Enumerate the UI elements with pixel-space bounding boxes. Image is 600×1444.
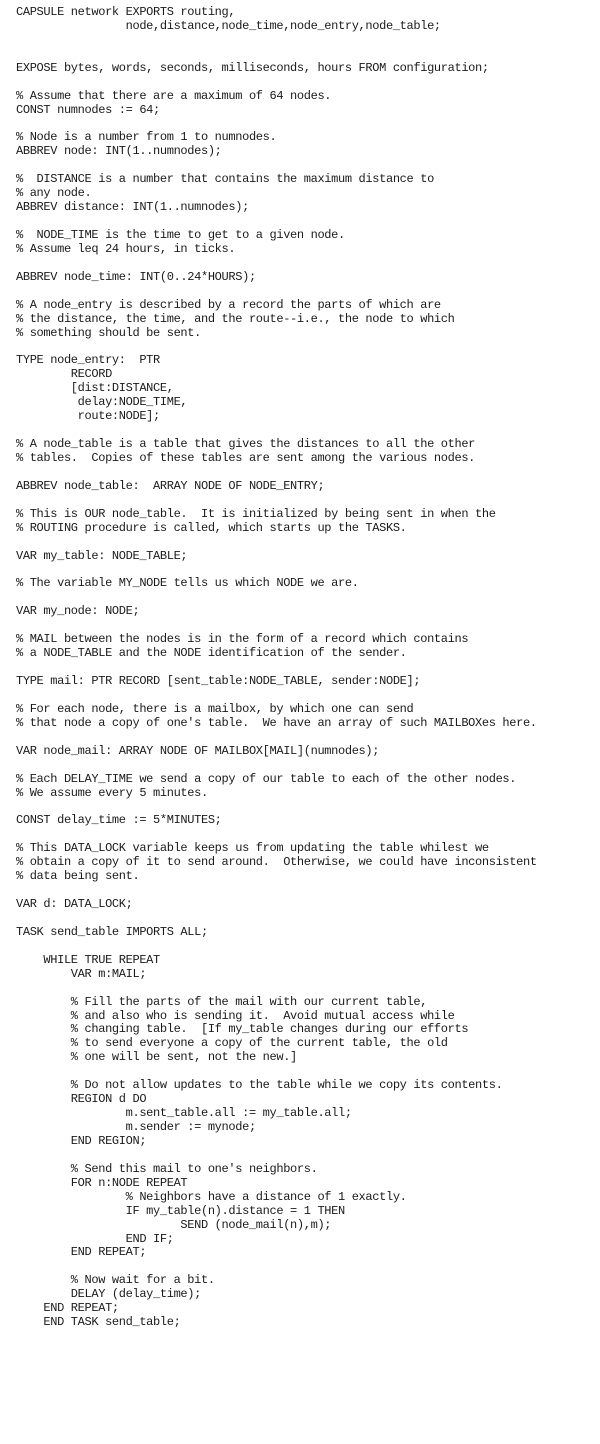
code-line: node,distance,node_time,node_entry,node_table; xyxy=(16,18,441,33)
code-line: DELAY (delay_time); xyxy=(16,1287,201,1302)
code-line xyxy=(16,285,596,299)
code-line: % data being sent. xyxy=(16,869,140,884)
code-line xyxy=(16,48,596,62)
code-line: % Do not allow updates to the table while we copy its contents. xyxy=(16,1078,503,1093)
code-line xyxy=(16,118,596,132)
code-line: FOR n:NODE REPEAT xyxy=(16,1175,188,1190)
code-line: CONST delay_time := 5*MINUTES; xyxy=(16,813,222,828)
code-line: % We assume every 5 minutes. xyxy=(16,785,208,800)
code-line xyxy=(16,619,596,633)
code-line: % MAIL between the nodes is in the form of a record which contains xyxy=(16,632,469,647)
code-line: % Assume that there are a maximum of 64 nodes. xyxy=(16,88,332,103)
code-line: % Node is a number from 1 to numnodes. xyxy=(16,130,277,145)
code-line xyxy=(16,591,596,605)
code-listing xyxy=(16,6,596,1438)
code-line xyxy=(16,940,596,954)
code-line: % Now wait for a bit. xyxy=(16,1273,215,1288)
code-line xyxy=(16,159,596,173)
code-line: RECORD xyxy=(16,367,112,382)
code-line: % tables. Copies of these tables are sent among the various nodes. xyxy=(16,451,476,465)
code-line: TASK send_table IMPORTS ALL; xyxy=(16,924,208,939)
code-line xyxy=(16,982,596,996)
code-line: END REGION; xyxy=(16,1133,147,1148)
code-line: IF my_table(n).distance = 1 THEN xyxy=(16,1203,345,1218)
code-line: % A node_entry is described by a record the parts of which are xyxy=(16,297,441,312)
code-line xyxy=(16,800,596,814)
code-line: % changing table. [If my_table changes during our efforts xyxy=(16,1022,469,1037)
code-line xyxy=(16,564,596,578)
code-line xyxy=(16,466,596,480)
code-line: % Assume leq 24 hours, in ticks. xyxy=(16,241,236,256)
code-line: WHILE TRUE REPEAT xyxy=(16,952,160,967)
code-line: CONST numnodes := 64; xyxy=(16,102,160,117)
code-line: m.sent_table.all := my_table.all; xyxy=(16,1106,352,1121)
code-line: % and also who is sending it. Avoid mutual access while xyxy=(16,1008,455,1023)
code-line: % Fill the parts of the mail with our current table, xyxy=(16,994,428,1009)
code-line: % to send everyone a copy of the current table, the old xyxy=(16,1036,448,1051)
code-line xyxy=(16,76,596,90)
code-line: delay:NODE_TIME, xyxy=(16,395,188,410)
code-line: % the distance, the time, and the route--i.e., the node to which xyxy=(16,311,455,326)
code-line: % Neighbors have a distance of 1 exactly. xyxy=(16,1189,407,1204)
code-line: m.sender := mynode; xyxy=(16,1120,256,1134)
code-line: END REPEAT; xyxy=(16,1245,147,1260)
code-line: % DISTANCE is a number that contains the maximum distance to xyxy=(16,172,434,187)
code-line xyxy=(16,215,596,229)
code-line xyxy=(16,828,596,842)
code-line: % This DATA_LOCK variable keeps us from updating the table whilest we xyxy=(16,841,489,856)
code-line: VAR m:MAIL; xyxy=(16,966,147,981)
code-line: % NODE_TIME is the time to get to a given node. xyxy=(16,228,345,242)
code-line: ABBREV distance: INT(1..numnodes); xyxy=(16,200,249,215)
code-line xyxy=(16,884,596,898)
code-line xyxy=(16,494,596,508)
code-line xyxy=(16,912,596,926)
code-line: % Send this mail to one's neighbors. xyxy=(16,1161,318,1176)
code-line: ABBREV node_table: ARRAY NODE OF NODE_ENTRY; xyxy=(16,478,325,493)
code-line xyxy=(16,34,596,48)
code-line: END IF; xyxy=(16,1231,174,1246)
code-line xyxy=(16,1065,596,1079)
code-line: % For each node, there is a mailbox, by which one can send xyxy=(16,701,414,716)
code-line: ABBREV node: INT(1..numnodes); xyxy=(16,144,222,159)
code-line: EXPOSE bytes, words, seconds, milliseconds, hours FROM configuration; xyxy=(16,60,489,75)
code-line: % A node_table is a table that gives the distances to all the other xyxy=(16,437,476,452)
code-line: VAR my_table: NODE_TABLE; xyxy=(16,548,188,563)
code-line xyxy=(16,424,596,438)
code-line xyxy=(16,731,596,745)
code-line: VAR my_node: NODE; xyxy=(16,604,140,619)
code-line: route:NODE]; xyxy=(16,409,160,424)
code-line: % something should be sent. xyxy=(16,325,201,340)
code-line: TYPE mail: PTR RECORD [sent_table:NODE_TABLE, sender:NODE]; xyxy=(16,674,421,688)
code-line: ABBREV node_time: INT(0..24*HOURS); xyxy=(16,269,256,284)
code-line: % ROUTING procedure is called, which starts up the TASKS. xyxy=(16,520,407,535)
code-line: END TASK send_table; xyxy=(16,1315,181,1330)
code-line xyxy=(16,341,596,355)
code-line: END REPEAT; xyxy=(16,1301,119,1316)
code-line xyxy=(16,1149,596,1163)
code-line xyxy=(16,661,596,675)
code-line xyxy=(16,759,596,773)
code-line: SEND (node_mail(n),m); xyxy=(16,1217,332,1232)
code-line: % any node. xyxy=(16,186,92,201)
code-line: CAPSULE network EXPORTS routing, xyxy=(16,6,236,19)
code-line: [dist:DISTANCE, xyxy=(16,381,174,396)
code-line: REGION d DO xyxy=(16,1092,147,1107)
code-line xyxy=(16,536,596,550)
code-line: % obtain a copy of it to send around. Otherwise, we could have inconsistent xyxy=(16,855,537,870)
code-line xyxy=(16,257,596,271)
code-line: VAR d: DATA_LOCK; xyxy=(16,897,133,911)
code-line xyxy=(16,689,596,703)
code-line: VAR node_mail: ARRAY NODE OF MAILBOX[MAIL](numnodes); xyxy=(16,743,380,758)
code-line: TYPE node_entry: PTR xyxy=(16,353,160,368)
code-line: % This is OUR node_table. It is initialized by being sent in when the xyxy=(16,506,496,521)
code-line: % Each DELAY_TIME we send a copy of our table to each of the other nodes. xyxy=(16,771,517,786)
code-line: % that node a copy of one's table. We have an array of such MAILBOXes here. xyxy=(16,715,537,730)
code-line: % The variable MY_NODE tells us which NODE we are. xyxy=(16,576,359,591)
code-line: % one will be sent, not the new.] xyxy=(16,1050,297,1065)
code-line xyxy=(16,1260,596,1274)
code-line: % a NODE_TABLE and the NODE identification of the sender. xyxy=(16,646,407,661)
